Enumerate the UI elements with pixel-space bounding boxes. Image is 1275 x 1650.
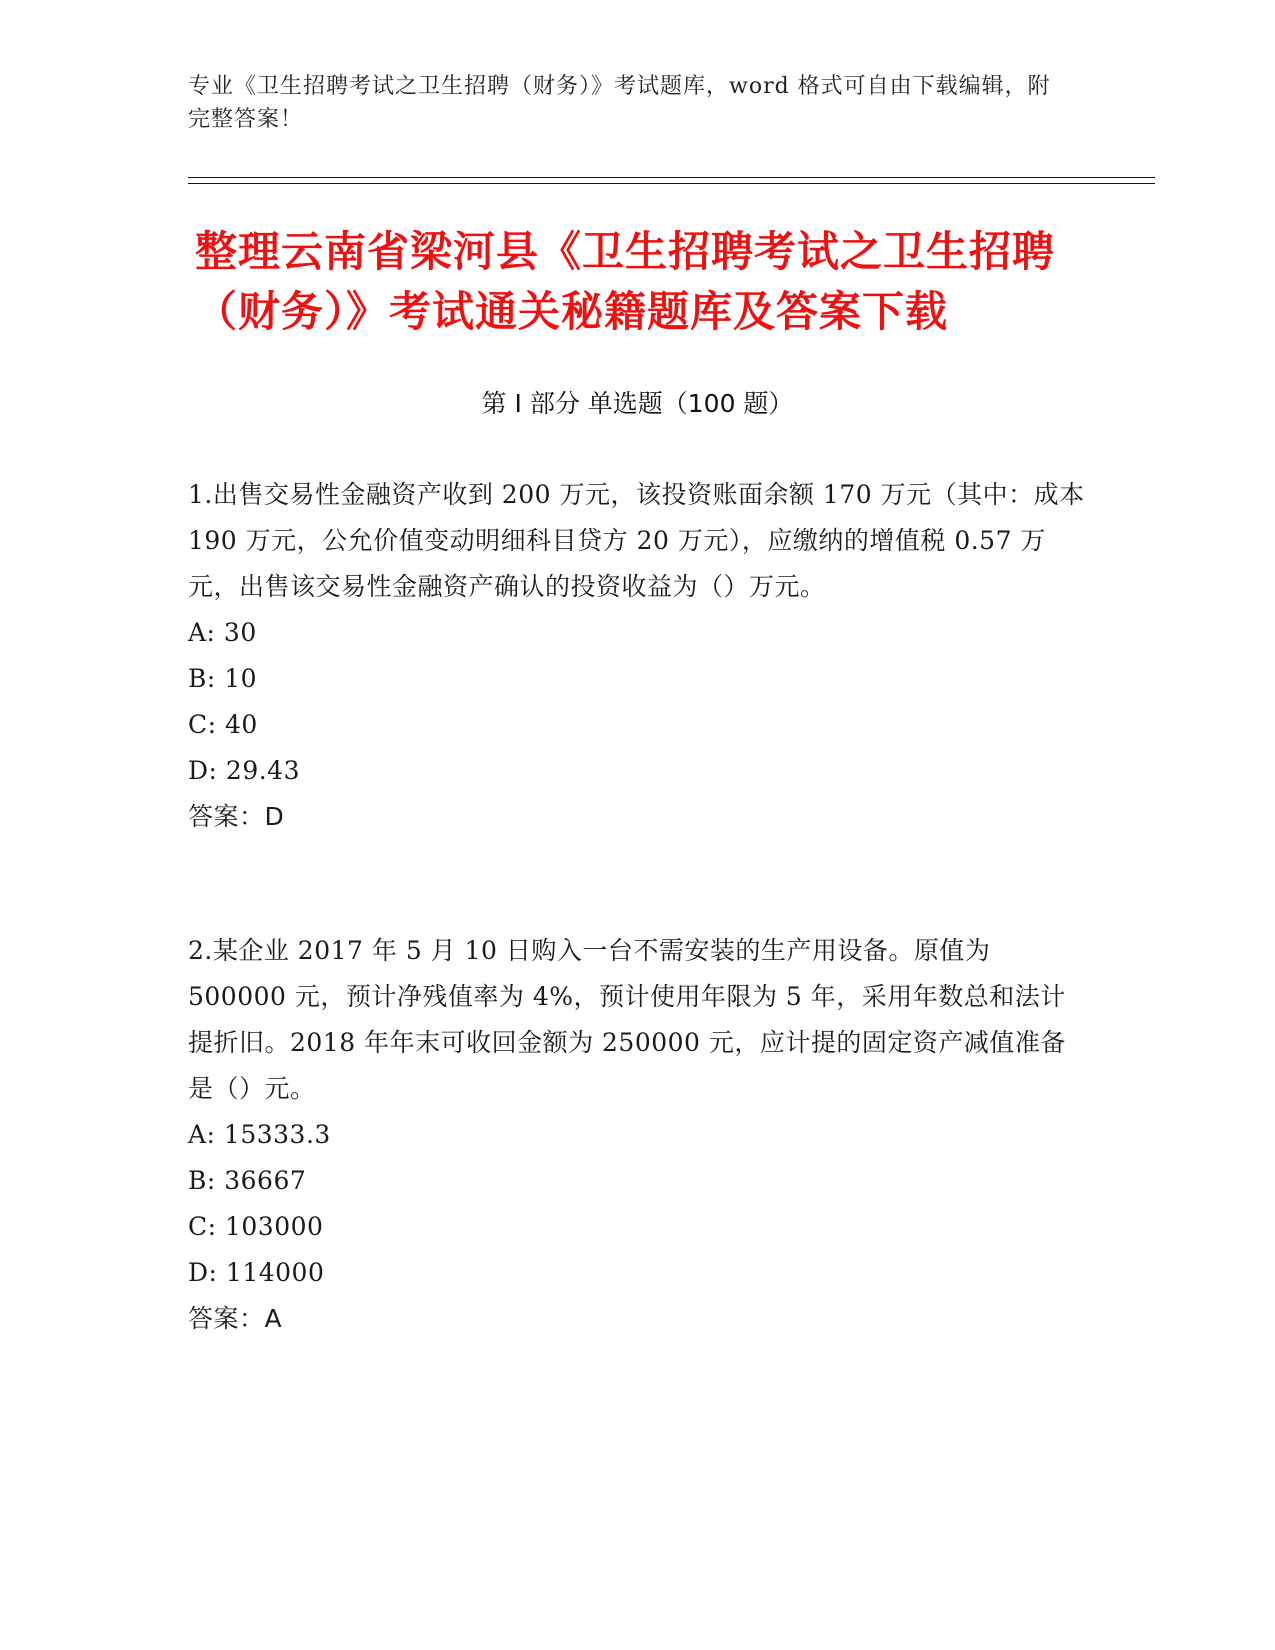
header-divider-top: [188, 177, 1155, 178]
option-d: D: 29.43: [188, 756, 300, 785]
question-block: [188, 472, 1088, 840]
question-block: [188, 928, 1088, 1342]
question-stem: 2.某企业 2017 年 5 月 10 日购入一台不需安装的生产用设备。原值为 500000 元，预计净残值率为 4%，预计使用年限为 5 年，采用年数总和法计提折旧。2018 年年末可收回金额为 250000 元，应计提的固定资产减值准备是（）元。: [188, 936, 1066, 1103]
option-c: C: 103000: [188, 1212, 324, 1241]
question-stem: 1.出售交易性金融资产收到 200 万元，该投资账面余额 170 万元（其中：成本 190 万元，公允价值变动明细科目贷方 20 万元），应缴纳的增值税 0.57 万元，出售该交易性金融资产确认的投资收益为（）万元。: [188, 480, 1085, 601]
option-b: B: 10: [188, 664, 258, 693]
option-a: A: 30: [188, 618, 257, 647]
option-a: A: 15333.3: [188, 1120, 331, 1149]
header-note: 专业《卫生招聘考试之卫生招聘（财务）》考试题库，word 格式可自由下载编辑，附完整答案！: [188, 74, 1051, 132]
document-title: 整理云南省梁河县《卫生招聘考试之卫生招聘（财务）》考试通关秘籍题库及答案下载: [195, 227, 1056, 336]
section-heading: 第 I 部分 单选题（100 题）: [481, 389, 794, 418]
option-d: D: 114000: [188, 1258, 325, 1287]
option-c: C: 40: [188, 710, 258, 739]
answer-line: 答案：D: [188, 802, 285, 831]
answer-line: 答案：A: [188, 1304, 283, 1333]
header-divider-bottom: [188, 183, 1155, 184]
option-b: B: 36667: [188, 1166, 307, 1195]
